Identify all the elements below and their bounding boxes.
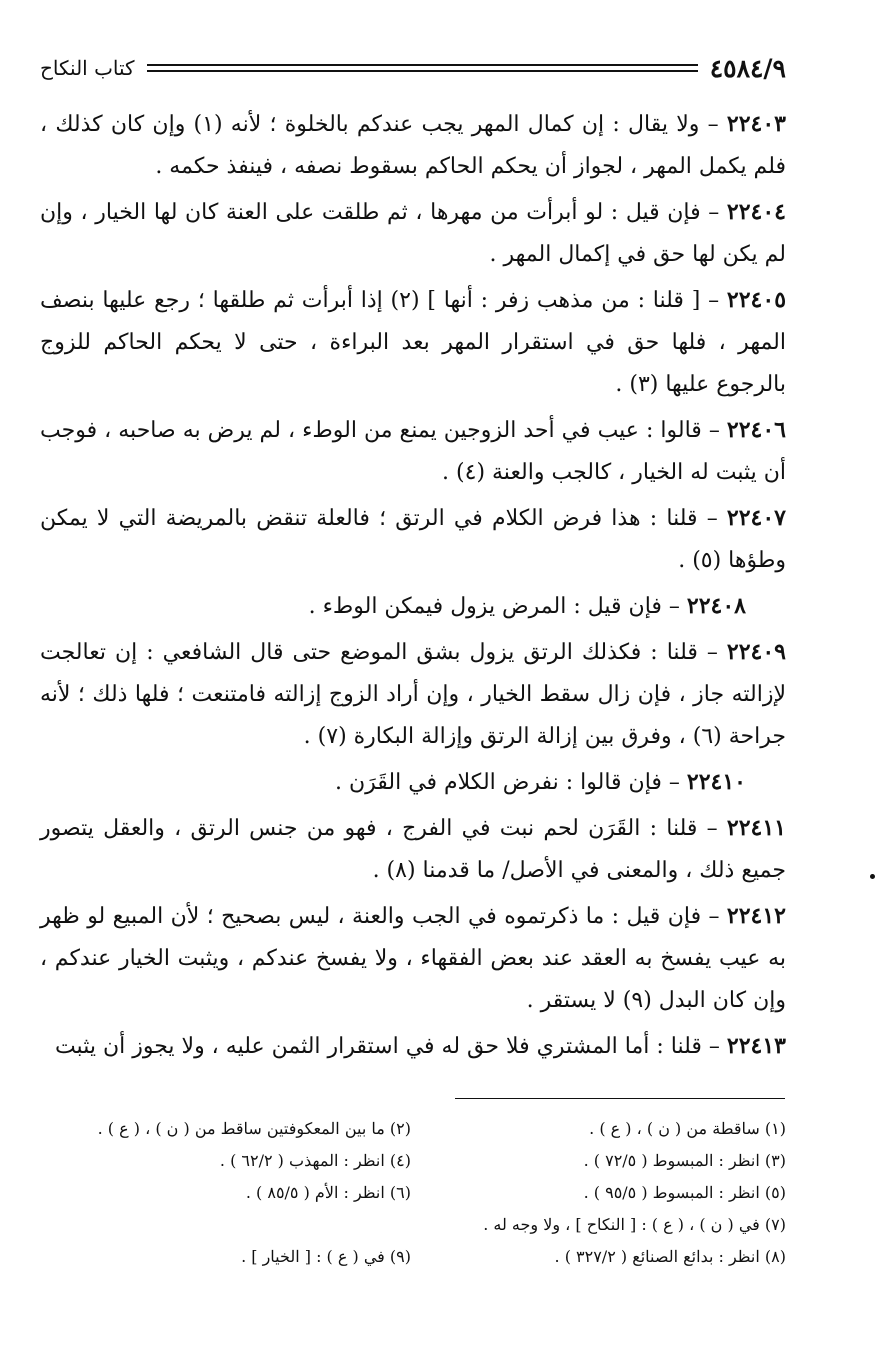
paragraph-text: – [ قلنا : من مذهب زفر : أنها ] (٢) إذا أبرأت ثم طلقها ؛ رجع عليها بنصف المهر ، فلها حق في استقرار المهر بعد البراءة ، حتى لا يحكم الحاكم للزوج بالرجوع عليها (٣) . bbox=[40, 288, 786, 397]
paragraph bbox=[40, 279, 786, 406]
footnote: (٤) انظر : المهذب ( ٦٢/٢ ) . bbox=[219, 1150, 411, 1170]
paragraph-text: – ولا يقال : إن كمال المهر يجب عندكم بالخلوة ؛ لأنه (١) وإن كان كذلك ، فلم يكمل المهر ، لجواز أن يحكم الحاكم بسقوط نصفه ، فينفذ حكمه . bbox=[40, 112, 786, 179]
footnote-row bbox=[30, 1112, 786, 1144]
margin-dot bbox=[870, 874, 875, 879]
page-header bbox=[40, 52, 786, 84]
footnotes bbox=[30, 1112, 786, 1272]
paragraph-text: – فإن قيل : ما ذكرتموه في الجب والعنة ، ليس بصحيح ؛ لأن المبيع لو ظهر به عيب يفسخ به العقد عند بعض الفقهاء ، ولا يفسخ عندكم ، ويثبت الخيار عندكم ، وإن كان البدل (٩) لا يستقر . bbox=[40, 904, 786, 1013]
footnote-divider bbox=[455, 1098, 785, 1099]
paragraph-number: ٢٢٤٠٤ bbox=[726, 199, 786, 225]
paragraph bbox=[40, 807, 786, 892]
paragraph-number: ٢٢٤١٣ bbox=[726, 1033, 786, 1059]
footnote: (٦) انظر : الأم ( ٨٥/٥ ) . bbox=[245, 1182, 411, 1202]
paragraph-text: – قلنا : فكذلك الرتق يزول بشق الموضع حتى قال الشافعي : إن تعالجت لإزالته جاز ، فإن زال سقط الخيار ، وإن أراد الزوج إزالته فامتنعت ؛ فلها ذلك ؛ لأنه جراحة (٦) ، وفرق بين إزالة الرتق وإزالة البكارة (٧) . bbox=[40, 640, 786, 749]
paragraph bbox=[40, 409, 786, 494]
footnote-row bbox=[30, 1176, 786, 1208]
paragraph-text: – فإن قيل : لو أبرأت من مهرها ، ثم طلقت على العنة كان لها الخيار ، وإن لم يكن لها حق في إكمال المهر . bbox=[40, 200, 786, 267]
page-number: ٤٥٨٤/٩ bbox=[709, 53, 786, 83]
paragraph-number: ٢٢٤٠٩ bbox=[726, 639, 786, 665]
paragraph-number: ٢٢٤٠٨ bbox=[686, 593, 746, 619]
paragraph-number: ٢٢٤٠٣ bbox=[726, 111, 786, 137]
paragraph bbox=[40, 1025, 786, 1068]
footnote: (٨) انظر : بدائع الصنائع ( ٣٢٧/٢ ) . bbox=[554, 1246, 786, 1266]
paragraph-number: ٢٢٤١٠ bbox=[686, 769, 746, 795]
paragraph-text: – فإن قيل : المرض يزول فيمكن الوطء . bbox=[308, 594, 680, 619]
main-text bbox=[40, 103, 786, 1071]
paragraph bbox=[40, 585, 786, 628]
paragraph-number: ٢٢٤٠٧ bbox=[726, 505, 786, 531]
footnote: (٩) في ( ع ) : [ الخيار ] . bbox=[241, 1246, 411, 1266]
footnote-row bbox=[30, 1240, 786, 1272]
paragraph bbox=[40, 761, 786, 804]
paragraph bbox=[40, 191, 786, 276]
footnote: (١) ساقطة من ( ن ) ، ( ع ) . bbox=[589, 1118, 786, 1138]
paragraph-text: – قلنا : هذا فرض الكلام في الرتق ؛ فالعلة تنقض بالمريضة التي لا يمكن وطؤها (٥) . bbox=[40, 506, 786, 573]
paragraph-number: ٢٢٤٠٥ bbox=[726, 287, 787, 313]
paragraph bbox=[40, 103, 786, 188]
footnote-row bbox=[30, 1144, 786, 1176]
header-divider bbox=[147, 64, 698, 72]
book-title: كتاب النكاح bbox=[40, 56, 135, 80]
paragraph-text: – قلنا : أما المشتري فلا حق له في استقرار الثمن عليه ، ولا يجوز أن يثبت bbox=[54, 1034, 720, 1059]
footnote: (٣) انظر : المبسوط ( ٧٢/٥ ) . bbox=[583, 1150, 786, 1170]
paragraph-text: – فإن قالوا : نفرض الكلام في القَرَن . bbox=[334, 770, 680, 795]
paragraph-text: – قالوا : عيب في أحد الزوجين يمنع من الوطء ، لم يرض به صاحبه ، فوجب أن يثبت له الخيار ، كالجب والعنة (٤) . bbox=[40, 418, 786, 485]
paragraph-text: – قلنا : القَرَن لحم نبت في الفرج ، فهو من جنس الرتق ، والعقل يتصور جميع ذلك ، والمعنى في الأصل/ ما قدمنا (٨) . bbox=[40, 816, 786, 883]
paragraph bbox=[40, 895, 786, 1022]
footnote-row bbox=[30, 1208, 786, 1240]
footnote: (٢) ما بين المعكوفتين ساقط من ( ن ) ، ( ع ) . bbox=[97, 1118, 411, 1138]
footnote: (٥) انظر : المبسوط ( ٩٥/٥ ) . bbox=[583, 1182, 786, 1202]
paragraph-number: ٢٢٤٠٦ bbox=[726, 417, 786, 443]
paragraph bbox=[40, 631, 786, 758]
paragraph bbox=[40, 497, 786, 582]
paragraph-number: ٢٢٤١٢ bbox=[726, 903, 786, 929]
footnote: (٧) في ( ن ) ، ( ع ) : [ النكاح ] ، ولا وجه له . bbox=[483, 1214, 786, 1234]
paragraph-number: ٢٢٤١١ bbox=[726, 815, 786, 841]
